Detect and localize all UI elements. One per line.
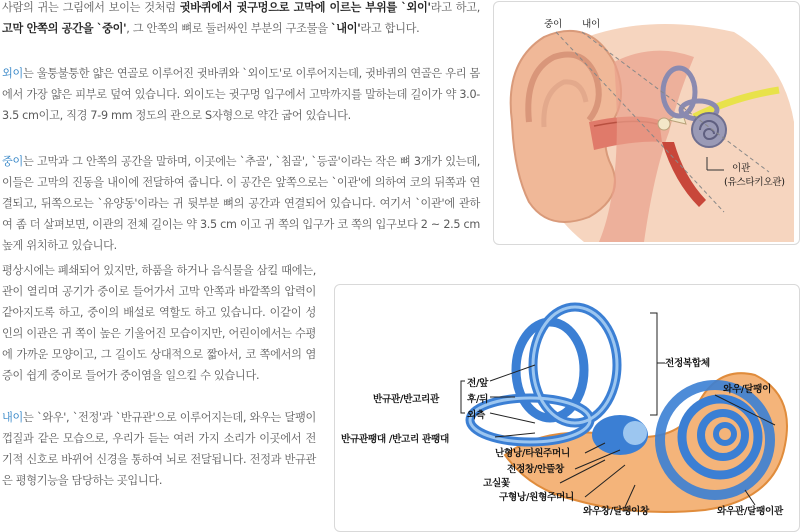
intro-text-1: 사람의 귀는 그림에서 보이는 것처럼 bbox=[2, 1, 180, 14]
label-stapes: 고실꽃 bbox=[483, 478, 510, 489]
label-middle-ear: 중이 bbox=[544, 19, 562, 30]
label-lateral: 외측 bbox=[467, 410, 485, 421]
eustachian-text: 평상시에는 폐쇄되어 있지만, 하품을 하거나 음식물을 삼킬 때에는, 관이 열리며 공기가 중이로 들어가서 고막 안쪽과 바깥쪽의 압력이 같아지도록 하고, 중이의 배설로 역할도 하고 있습니다. 이같이 성인의 이관은 귀 쪽이 높은 기울어진 모습이지만, 어린이에서는 수평에 가까운 모양이고, 그 길이도 상대적으로 짧아서, 코 쪽에서의 염증이 쉽게 중이로 들어가 중이염을 일으킬 수 있습니다. bbox=[2, 264, 316, 382]
label-round-window: 와우창/달팽이창 bbox=[583, 506, 649, 517]
label-cochlea: 와우/달팽이 bbox=[723, 384, 772, 395]
intro-bold-1: 귓바퀴에서 귓구멍으로 고막에 이르는 부위를 `외이' bbox=[179, 1, 431, 14]
label-vestibular-complex: 전정복합체 bbox=[665, 358, 710, 369]
intro-paragraph bbox=[2, 0, 480, 39]
label-eustachian-tube-sub: (유스타키오관) bbox=[724, 177, 785, 188]
label-back: 후/뒤 bbox=[467, 394, 489, 405]
intro-text-4: 라고 합니다. bbox=[360, 22, 420, 35]
inner-ear-figure bbox=[334, 284, 800, 532]
eustachian-paragraph bbox=[2, 260, 316, 386]
label-front: 전/앞 bbox=[467, 378, 489, 389]
ear-anatomy-figure bbox=[493, 1, 800, 245]
inner-ear-text: 는 `와우', `전정'과 `반규관'으로 이루어지는데, 와우는 달팽이 껍질과 같은 모습으로, 우리가 듣는 여러 가지 소리가 이곳에서 전기적 신호로 바뀌어 신경을 통하여 뇌로 전달됩니다. 전정과 반규관은 평형기능을 담당하는 곳입니다. bbox=[2, 411, 316, 487]
label-inner-ear: 내이 bbox=[582, 19, 600, 30]
middle-ear-text: 는 고막과 그 안쪽의 공간을 말하며, 이곳에는 `추골', `침골', `등골'이라는 작은 뼈 3개가 있는데, 이들은 고막의 진동을 내이에 전달하여 줍니다. 이 공간은 앞쪽으로는 `이관'에 의하여 코의 뒤쪽과 연결되고, 뒤쪽으로는 `유양동'이라는 귀 뒷부분 뼈의 공간과 연결되어 있습니다. 여기서 `이관'에 관하여 좀 더 살펴보면, 이관의 전체 길이는 약 3.5 cm 이고 귀 쪽의 입구가 코 쪽의 입구보다 2 ~ 2.5 cm 높게 위치하고 있습니다. bbox=[2, 155, 480, 252]
label-semicircular-canals: 반규관/반고리관 bbox=[373, 394, 439, 405]
label-utricle: 난형낭/타원주머니 bbox=[495, 448, 570, 459]
inner-ear-paragraph bbox=[2, 407, 316, 491]
label-ampulla: 반규관팽대 /반고리 관팽대 bbox=[341, 434, 449, 445]
intro-text-3: , 그 안쪽의 뼈로 둘러싸인 부분의 구조물을 bbox=[126, 22, 331, 35]
outer-ear-term: 외이 bbox=[2, 67, 24, 80]
middle-ear-term: 중이 bbox=[2, 155, 24, 168]
intro-bold-2: 고막 안쪽의 공간을 `중이' bbox=[2, 22, 127, 35]
label-cochlear-duct: 와우관/달팽이관 bbox=[717, 506, 783, 517]
inner-ear-term: 내이 bbox=[2, 411, 24, 424]
middle-ear-paragraph bbox=[2, 151, 480, 256]
outer-ear-text: 는 울퉁불퉁한 얇은 연골로 이루어진 귓바퀴와 `외이도'로 이루어지는데, 귓바퀴의 연골은 우리 몸에서 가장 얇은 피부로 덮여 있습니다. 외이도는 귓구멍 입구에서 고막까지를 말하는데 길이가 약 3.0-3.5 cm이고, 직경 7-9 mm 정도의 관으로 S자형으로 약간 굽어 있습니다. bbox=[2, 67, 480, 122]
ear-cross-section-illustration bbox=[494, 2, 799, 244]
intro-bold-3: `내이' bbox=[330, 22, 361, 35]
label-eustachian-tube: 이관 bbox=[732, 163, 750, 174]
intro-text-2: 라고 하고, bbox=[430, 1, 481, 14]
outer-ear-paragraph bbox=[2, 63, 480, 126]
label-saccule: 구형낭/원형주머니 bbox=[499, 492, 574, 503]
label-oval-window: 전정창/안뜰창 bbox=[507, 464, 565, 475]
